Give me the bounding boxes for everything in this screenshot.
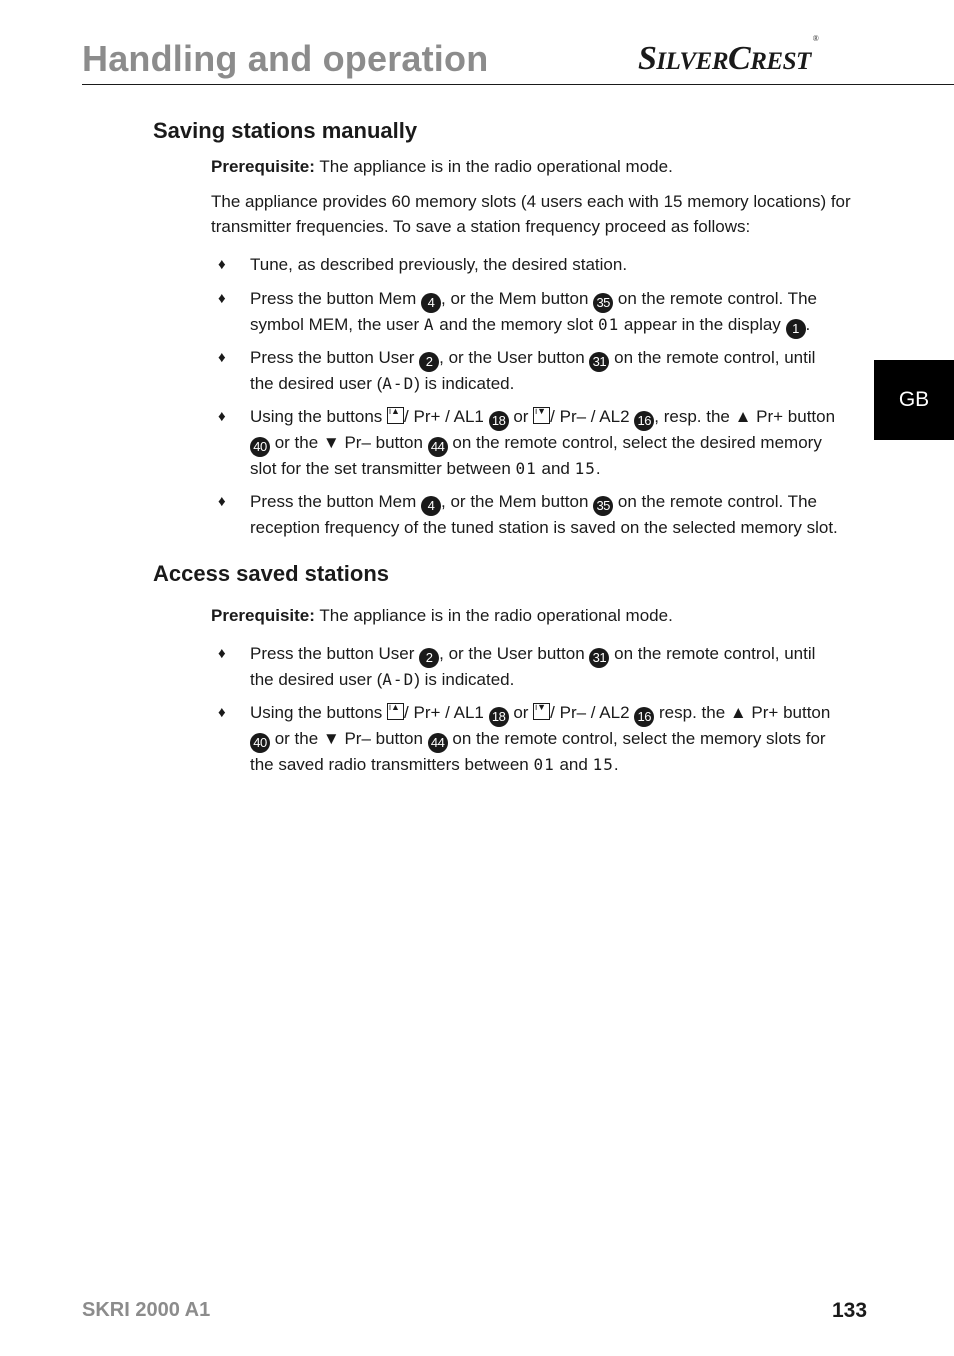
- ref-number-badge: 16: [634, 707, 654, 727]
- ref-number-badge: 44: [428, 437, 448, 457]
- lcd-glyph: 15: [574, 459, 596, 478]
- page-number: 133: [832, 1299, 868, 1322]
- ref-number-badge: 4: [421, 496, 441, 516]
- up-key-icon: i▲: [387, 703, 404, 720]
- ref-number-badge: 18: [489, 707, 509, 727]
- lcd-glyph: 15: [592, 755, 614, 774]
- ref-number-badge: 35: [593, 293, 613, 313]
- up-key-icon: i▲: [387, 407, 404, 424]
- page-title: Handling and operation: [82, 38, 489, 79]
- lcd-glyph: A-D: [382, 374, 415, 393]
- ref-number-badge: 40: [250, 437, 270, 457]
- section-heading-access: Access saved stations: [153, 561, 390, 586]
- footer-model: SKRI 2000 A1: [82, 1299, 211, 1321]
- brand-logo: SILVERCREST®: [638, 33, 819, 77]
- lcd-glyph: 01: [533, 755, 555, 774]
- section-heading-saving: Saving stations manually: [153, 118, 418, 143]
- prerequisite-2: Prerequisite: The appliance is in the radio operational mode.: [211, 606, 673, 625]
- language-tab: GB: [874, 360, 954, 440]
- ref-number-badge: 2: [419, 352, 439, 372]
- lcd-glyph: 01: [597, 315, 620, 334]
- lcd-glyph: 01: [515, 459, 537, 478]
- down-key-icon: i▼: [533, 703, 550, 720]
- down-key-icon: i▼: [533, 407, 550, 424]
- ref-number-badge: 1: [786, 319, 806, 339]
- ref-number-badge: 31: [589, 648, 609, 668]
- ref-number-badge: 16: [634, 411, 654, 431]
- ref-number-badge: 40: [250, 733, 270, 753]
- intro-paragraph: The appliance provides 60 memory slots (4 users each with 15 memory locations) for transmitter frequencies. To save a station frequency proceed as follows:: [211, 192, 851, 236]
- header-divider: [82, 84, 954, 85]
- ref-number-badge: 4: [421, 293, 441, 313]
- lcd-glyph: A-D: [382, 670, 415, 689]
- ref-number-badge: 18: [489, 411, 509, 431]
- ref-number-badge: 35: [593, 496, 613, 516]
- lcd-glyph: A: [423, 315, 435, 334]
- ref-number-badge: 2: [419, 648, 439, 668]
- ref-number-badge: 31: [589, 352, 609, 372]
- ref-number-badge: 44: [428, 733, 448, 753]
- prerequisite-1: Prerequisite: The appliance is in the radio operational mode.: [211, 157, 673, 176]
